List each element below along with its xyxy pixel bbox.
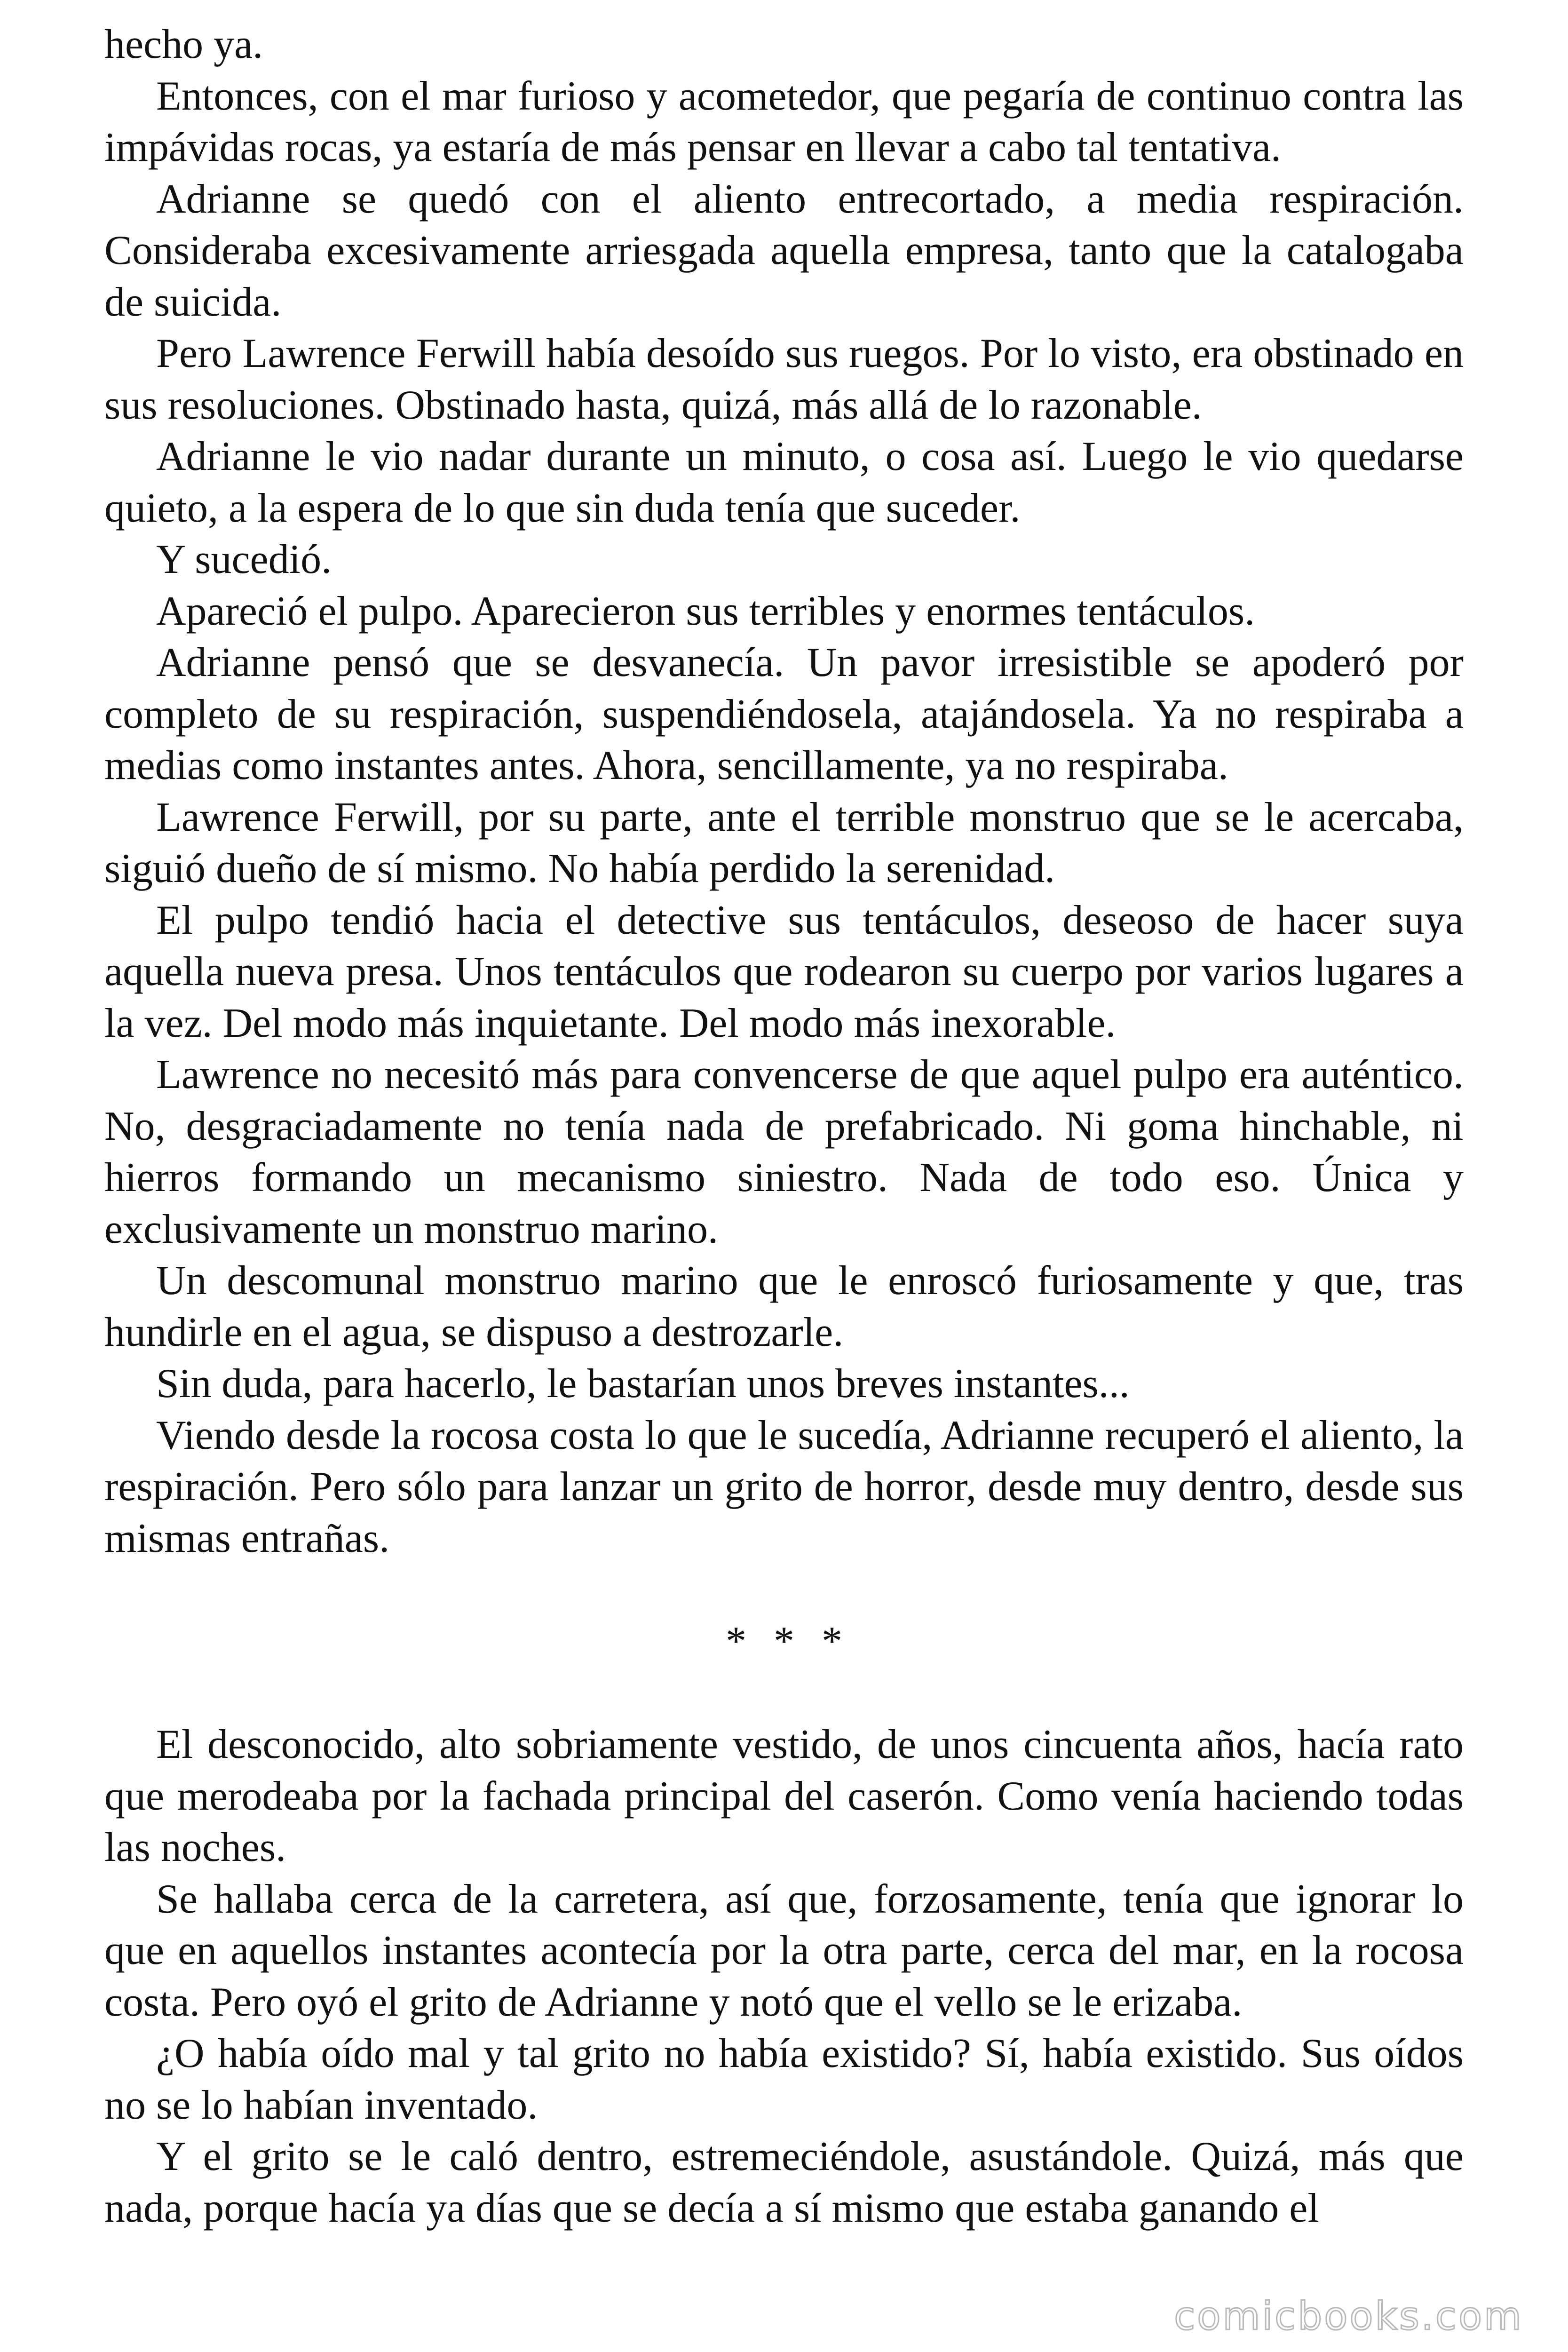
paragraph: hecho ya.: [104, 22, 263, 67]
paragraph: Viendo desde la rocosa costa lo que le sucedía, Adrianne recuperó el aliento, la respiración. Pero sólo para lanzar un grito de horror, desde muy dentro, desde sus mismas entrañas.: [104, 1412, 1464, 1561]
paragraph: Apareció el pulpo. Aparecieron sus terribles y enormes tentáculos.: [156, 588, 1255, 634]
paragraph: Pero Lawrence Ferwill había desoído sus ruegos. Por lo visto, era obstinado en sus resoluciones. Obstinado hasta, quizá, más allá de lo razonable.: [104, 331, 1464, 428]
paragraph: Sin duda, para hacerlo, le bastarían unos breves instantes...: [156, 1361, 1130, 1406]
paragraph: Un descomunal monstruo marino que le enroscó furiosamente y que, tras hundirle en el agua, se dispuso a destrozarle.: [104, 1258, 1464, 1355]
paragraph: Entonces, con el mar furioso y acometedor, que pegaría de continuo contra las impávidas rocas, ya estaría de más pensar en llevar a cabo tal tentativa.: [104, 73, 1464, 170]
scene-separator: * * *: [726, 1619, 851, 1664]
book-page: [104, 19, 1464, 2234]
paragraph: El pulpo tendió hacia el detective sus tentáculos, deseoso de hacer suya aquella nueva presa. Unos tentáculos que rodearon su cuerpo por varios lugares a la vez. Del modo más inquietante. Del modo más inexorable.: [104, 897, 1464, 1046]
paragraph: Adrianne se quedó con el aliento entrecortado, a media respiración. Consideraba excesivamente arriesgada aquella empresa, tanto que la catalogaba de suicida.: [104, 176, 1464, 325]
paragraph: Lawrence no necesitó más para convencerse de que aquel pulpo era auténtico. No, desgraciadamente no tenía nada de prefabricado. Ni goma hinchable, ni hierros formando un mecanismo siniestro. Nada de todo eso. Única y exclusivamente un monstruo marino.: [104, 1052, 1464, 1252]
paragraph: Se hallaba cerca de la carretera, así que, forzosamente, tenía que ignorar lo que en aquellos instantes acontecía por la otra parte, cerca del mar, en la rocosa costa. Pero oyó el grito de Adrianne y notó que el vello se le erizaba.: [104, 1876, 1464, 2025]
watermark: comicbooks.com: [1174, 2294, 1523, 2339]
paragraph: El desconocido, alto sobriamente vestido, de unos cincuenta años, hacía rato que merodeaba por la fachada principal del caserón. Como venía haciendo todas las noches.: [104, 1722, 1464, 1870]
paragraph: Y sucedió.: [156, 537, 332, 582]
paragraph: Y el grito se le caló dentro, estremeciéndole, asustándole. Quizá, más que nada, porque hacía ya días que se decía a sí mismo que estaba ganando el: [104, 2134, 1464, 2231]
paragraph: Adrianne pensó que se desvanecía. Un pavor irresistible se apoderó por completo de su respiración, suspendiéndosela, atajándosela. Ya no respiraba a medias como instantes antes. Ahora, sencillamente, ya no respiraba.: [104, 640, 1464, 788]
paragraph: ¿O había oído mal y tal grito no había existido? Sí, había existido. Sus oídos no se lo habían inventado.: [104, 2031, 1464, 2128]
paragraph: Lawrence Ferwill, por su parte, ante el terrible monstruo que se le acercaba, siguió dueño de sí mismo. No había perdido la serenidad.: [104, 794, 1464, 891]
paragraph: Adrianne le vio nadar durante un minuto, o cosa así. Luego le vio quedarse quieto, a la espera de lo que sin duda tenía que suceder.: [104, 434, 1464, 531]
